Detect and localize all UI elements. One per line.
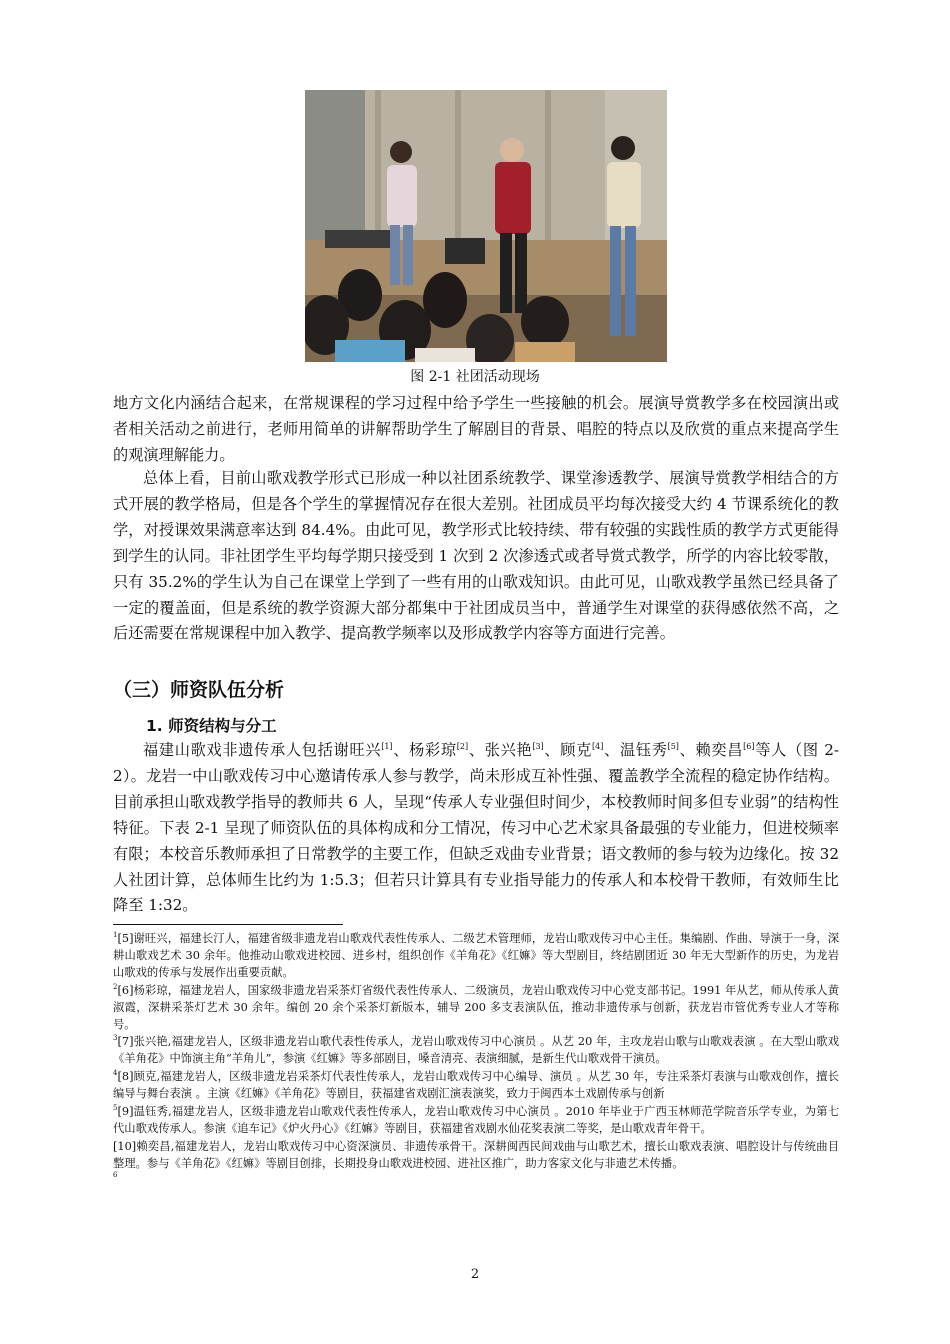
footnote-3: $^3$[7]张兴艳,福建龙岩人，区级非遗龙岩山歌代表性传承人，龙岩山歌戏传习中心演员 。从艺 20 年，主攻龙岩山歌与山歌戏表演 。在大型山歌戏《羊角花》中饰演主角“羊角儿”，参演《红嫲》等多部剧目，嗓音清亮、表演细腻，是新生代山歌戏骨干演员。	[113, 1034, 839, 1066]
paragraph-faculty	[113, 738, 839, 919]
citation-5[interactable]: [5]	[667, 741, 679, 751]
citation-3[interactable]: [3]	[532, 741, 544, 751]
p3-text: 、顾克	[543, 741, 593, 759]
citation-1[interactable]: [1]	[381, 741, 393, 751]
subsection-heading: 1. 师资结构与分工	[146, 717, 277, 735]
paragraph-3	[113, 738, 839, 919]
footnotes	[113, 931, 839, 1184]
footnote-6: [10]赖奕昌,福建龙岩人，龙岩山歌戏传习中心资深演员、非遗传承骨干。深耕闽西民间戏曲与山歌艺术，擅长山歌戏表演、唱腔设计与传统曲目整理。参与《羊角花》《红嫲》等剧目创排，长期投身山歌戏进校园、进社区推广，助力客家文化与非遗艺术传播。	[113, 1139, 839, 1170]
section-heading: （三）师资队伍分析	[113, 679, 285, 701]
footnote-5: $^5$[9]温钰秀,福建龙岩人，区级非遗龙岩山歌戏代表性传承人，龙岩山歌戏传习中心演员 。2010 年毕业于广西玉林师范学院音乐学专业，为第七代山歌戏传承人。参演《追车记》《炉火丹心》《红嫲》等剧目，获福建省戏剧水仙花奖表演二等奖，是山歌戏青年骨干。	[113, 1104, 839, 1135]
photo-illustration	[305, 90, 667, 362]
footnote-separator	[113, 924, 343, 925]
p3-text: 、温钰秀	[603, 741, 668, 759]
p3-text: 、张兴艳	[468, 741, 533, 759]
paragraph-1: 地方文化内涵结合起来，在常规课程的学习过程中给予学生一些接触的机会。展演导赏教学多在校园演出或者相关活动之前进行，老师用简单的讲解帮助学生了解剧目的背景、唱腔的特点以及欣赏的重点来提高学生的观演理解能力。	[113, 394, 839, 464]
citation-4[interactable]: [4]	[592, 741, 604, 751]
page-number: 2	[470, 1267, 480, 1282]
p3-text: 等人（图 2-2）。龙岩一中山歌戏传习中心邀请传承人参与教学，尚未形成互补性强、覆盖教学全流程的稳定协作结构。目前承担山歌戏教学指导的教师共 6 人，呈现“传承人专业强但时间少，本校教师时间多但专业弱”的结构性特征。下表 2-1 呈现了师资队伍的具体构成和分工情况，传习中心艺术家具备最强的专业能力，但进校频率有限；本校音乐教师承担了日常教学的主要工作，但缺乏戏曲专业背景；语文教师的参与较为边缘化。按 32 人社团计算，总体师生比约为 1:5.3；但若只计算具有专业指导能力的传承人和本校骨干教师，有效师生比降至 1:32。	[113, 741, 840, 915]
citation-6[interactable]: [6]	[743, 741, 755, 751]
footnote-7: 6	[113, 1170, 118, 1179]
club-activity-photo	[305, 90, 667, 362]
paragraph-2: 总体上看，目前山歌戏教学形式已形成一种以社团系统教学、课堂渗透教学、展演导赏教学相结合的方式开展的教学格局，但是各个学生的掌握情况存在很大差别。社团成员平均每次接受大约 4 节课系统化的教学，对授课效果满意率达到 84.4%。由此可见，教学形式比较持续、带有较强的实践性质的教学方式更能得到学生的认同。非社团学生平均每学期只接受到 1 次到 2 次渗透式或者导赏式教学，所学的内容比较零散，只有 35.2%的学生认为自己在课堂上学到了一些有用的山歌戏知识。由此可见，山歌戏教学虽然已经具备了一定的覆盖面，但是系统的教学资源大部分都集中于社团成员当中，普通学生对课堂的获得感依然不高，之后还需要在常规课程中加入教学、提高教学频率以及形成教学内容等方面进行完善。	[113, 469, 839, 643]
footnote-1: $^1$[5]谢旺兴，福建长汀人，福建省级非遗龙岩山歌戏代表性传承人、二级艺术管理师，龙岩山歌戏传习中心主任。集编剧、作曲、导演于一身，深耕山歌戏艺术 30 余年。他推动山歌戏进校园、进乡村，组织创作《羊角花》《红嫲》等大型剧目，终结剧团近 30 年无大型新作的历史，为龙岩山歌戏的传承与发展作出重要贡献。	[113, 931, 839, 979]
paragraph-summary	[113, 466, 839, 647]
p3-text: 、赖奕昌	[678, 741, 744, 759]
footnote-2: $^2$[6]杨彩琼，福建龙岩人，国家级非遗龙岩采茶灯省级代表性传承人、二级演员，龙岩山歌戏传习中心党支部书记。1991 年从艺，师从传承人黄淑霞，深耕采茶灯艺术 30 余年。编创 20 余个采茶灯新版本，辅导 200 多支表演队伍，推动非遗传承与创新，获龙岩市管优秀专业人才等称号。	[113, 982, 839, 1031]
p3-text: 福建山歌戏非遗传承人包括谢旺兴	[143, 741, 382, 759]
footnote-4: $^4$[8]顾克,福建龙岩人，区级非遗龙岩采茶灯代表性传承人，龙岩山歌戏传习中心编导、演员 。从艺 30 年，专注采茶灯表演与山歌戏创作，擅长编导与舞台表演 。主演《红嫲》《羊角花》等剧目，获福建省戏剧汇演表演奖，致力于闽西本土戏剧传承与创新	[113, 1069, 839, 1101]
paragraph-continuation	[113, 391, 839, 469]
citation-2[interactable]: [2]	[456, 741, 469, 751]
p3-text: 、杨彩琼	[392, 741, 457, 759]
figure-caption: 图 2-1 社团活动现场	[410, 369, 540, 385]
